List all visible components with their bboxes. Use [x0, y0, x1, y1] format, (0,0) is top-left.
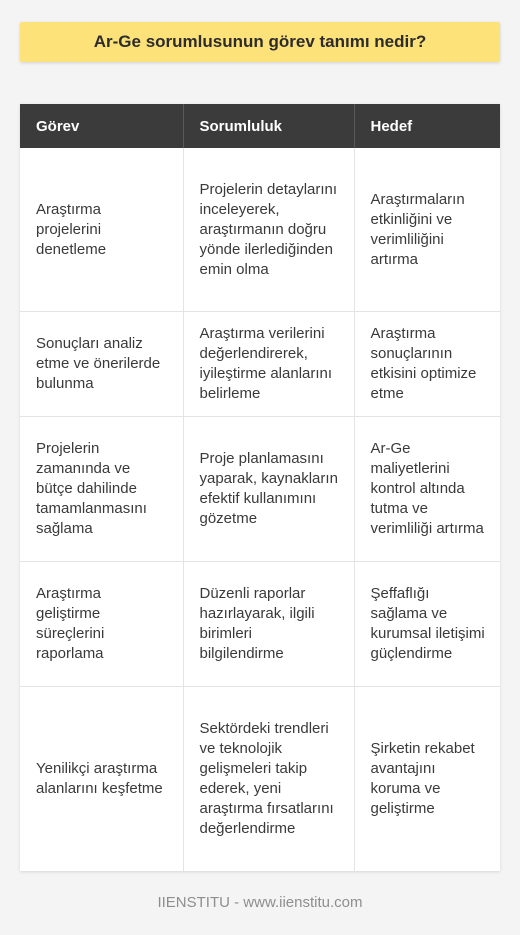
column-header-sorumluluk: Sorumluluk: [183, 104, 354, 148]
table-cell-sorumluluk: Proje planlamasını yaparak, kaynakların efektif kullanımını gözetme: [183, 417, 354, 562]
table-row: [20, 562, 500, 687]
column-header-gorev: Görev: [20, 104, 183, 148]
table-cell-gorev: Araştırma geliştirme süreçlerini raporlama: [20, 562, 183, 687]
table-cell-gorev: Sonuçları analiz etme ve önerilerde bulunma: [20, 312, 183, 417]
table-cell-gorev: Projelerin zamanında ve bütçe dahilinde tamamlanmasını sağlama: [20, 417, 183, 562]
table-row: [20, 687, 500, 872]
table-cell-sorumluluk: Projelerin detaylarını inceleyerek, araştırmanın doğru yönde ilerlediğinden emin olma: [183, 148, 354, 312]
table-cell-gorev: Araştırma projelerini denetleme: [20, 148, 183, 312]
table-header-row: [20, 104, 500, 148]
table-cell-hedef: Şeffaflığı sağlama ve kurumsal iletişimi güçlendirme: [354, 562, 500, 687]
table-cell-hedef: Ar-Ge maliyetlerini kontrol altında tutma ve verimliliği artırma: [354, 417, 500, 562]
table-cell-hedef: Araştırmaların etkinliğini ve verimliliğini artırma: [354, 148, 500, 312]
duty-table: [20, 104, 500, 871]
title-banner: [20, 22, 500, 62]
table-row: [20, 312, 500, 417]
footer-credit: IIENSTITU - www.iienstitu.com: [157, 894, 363, 911]
table-cell-sorumluluk: Sektördeki trendleri ve teknolojik gelişmeleri takip ederek, yeni araştırma fırsatlarını değerlendirme: [183, 687, 354, 872]
column-header-hedef: Hedef: [354, 104, 500, 148]
table-cell-hedef: Araştırma sonuçlarının etkisini optimize etme: [354, 312, 500, 417]
table-cell-sorumluluk: Düzenli raporlar hazırlayarak, ilgili birimleri bilgilendirme: [183, 562, 354, 687]
page-title: Ar-Ge sorumlusunun görev tanımı nedir?: [93, 32, 427, 51]
table-cell-hedef: Şirketin rekabet avantajını koruma ve geliştirme: [370, 740, 475, 817]
table-row: [20, 148, 500, 312]
table-cell-gorev: Yenilikçi araştırma alanlarını keşfetme: [20, 687, 183, 872]
table-cell-sorumluluk: Araştırma verilerini değerlendirerek, iyileştirme alanlarını belirleme: [183, 312, 354, 417]
table-row: [20, 417, 500, 562]
